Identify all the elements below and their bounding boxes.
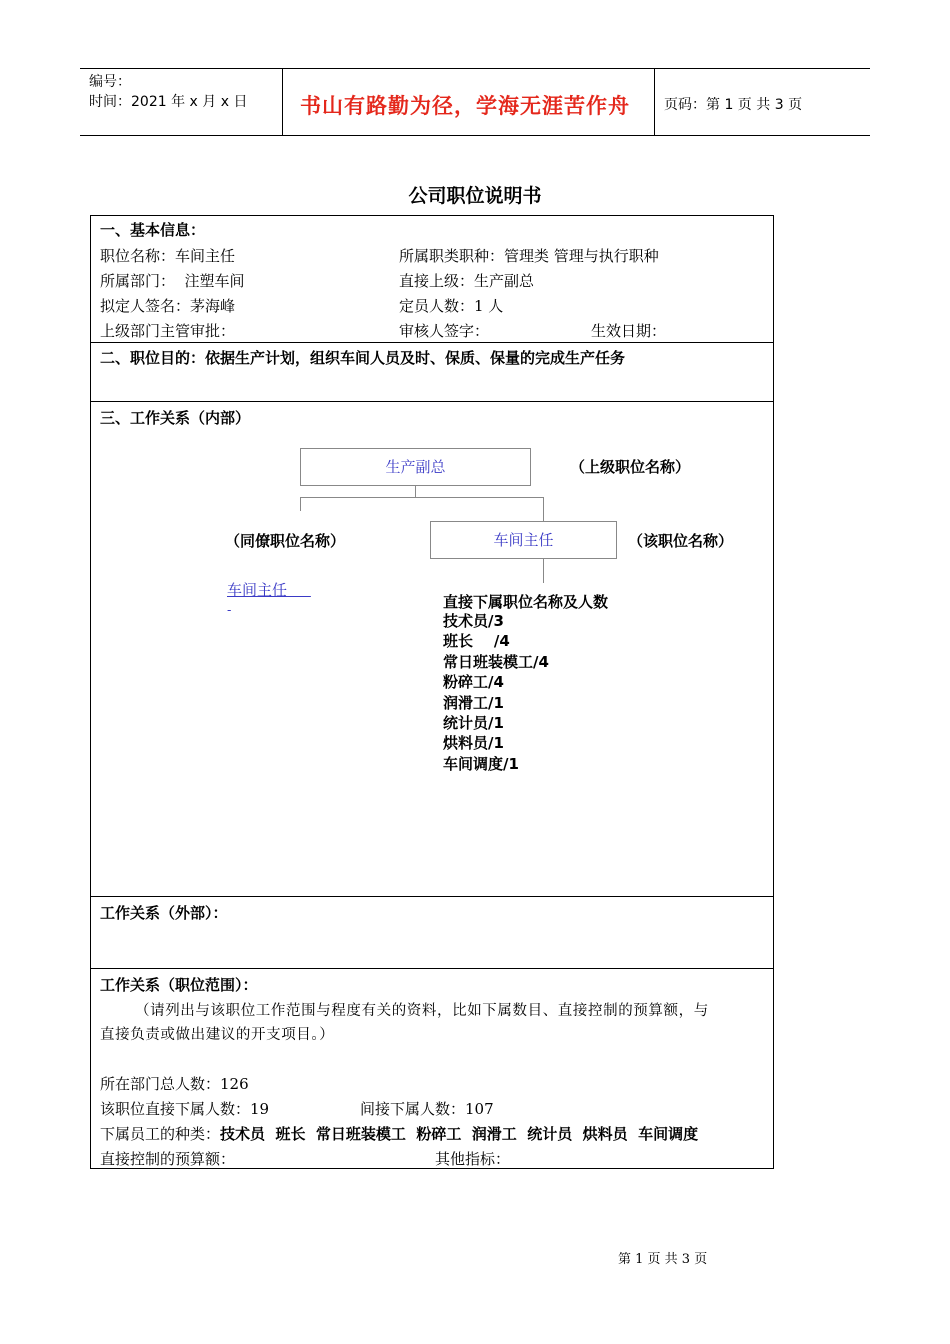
- superior-caption: （上级职位名称）: [570, 458, 691, 476]
- header-bottom-rule: [80, 135, 870, 136]
- page-title: 公司职位说明书: [408, 185, 542, 207]
- internal-relations-heading: 三、工作关系（内部）: [100, 409, 251, 427]
- subordinate-item: 班长 /4: [443, 632, 510, 651]
- direct-subordinate-count: 该职位直接下属人数：19: [100, 1100, 270, 1118]
- subordinate-item: 技术员/3: [443, 612, 504, 630]
- footer-page-number: 第 1 页 共 3 页: [618, 1252, 708, 1267]
- subordinate-types: [100, 1123, 698, 1144]
- external-relations-heading: 工作关系（外部）：: [100, 904, 228, 922]
- peer-caption: （同僚职位名称）: [225, 532, 346, 550]
- header-divider-right: [654, 68, 655, 136]
- reviewer-signature: 审核人签字：: [399, 322, 490, 340]
- position-name: 职位名称：车间主任: [100, 247, 236, 265]
- org-box-superior: 生产副总: [300, 448, 531, 486]
- row-divider-2: [90, 401, 774, 402]
- peer-position-label[interactable]: 车间主任: [227, 581, 288, 599]
- drafter-signature: 拟定人签名：茅海峰: [100, 297, 236, 315]
- peer-position-link[interactable]: [227, 579, 311, 600]
- subordinates-list: [443, 611, 549, 774]
- header-page-label: 页码：第 1 页 共 3 页: [664, 97, 803, 113]
- job-category: 所属职类职种：管理类 管理与执行职种: [399, 247, 659, 265]
- department: 所属部门： 注塑车间: [100, 272, 245, 290]
- row-divider-4: [90, 968, 774, 969]
- peer-link-underline: [287, 581, 311, 599]
- effective-date: 生效日期：: [591, 322, 667, 340]
- subordinate-item: 常日班装模工/4: [443, 652, 549, 671]
- other-indicators: 其他指标：: [435, 1150, 511, 1168]
- department-total: 所在部门总人数：126: [100, 1075, 249, 1093]
- subordinate-item: 粉碎工/4: [443, 673, 504, 692]
- org-connector-subordinates: [543, 559, 544, 583]
- org-connector-peer: [300, 497, 301, 511]
- direct-superior: 直接上级：生产副总: [399, 272, 535, 290]
- header-divider-left: [282, 68, 283, 136]
- subordinate-types-label: 下属员工的种类：: [100, 1125, 221, 1143]
- scope-heading: 工作关系（职位范围）：: [100, 976, 258, 994]
- self-caption: （该职位名称）: [628, 532, 734, 550]
- job-purpose: 二、职位目的：依据生产计划，组织车间人员及时、保质、保量的完成生产任务: [100, 349, 626, 367]
- row-divider-3: [90, 896, 774, 897]
- supervisor-approval: 上级部门主管审批：: [100, 322, 236, 340]
- scope-note-line-1: （请列出与该职位工作范围与程度有关的资料，比如下属数目、直接控制的预算额，与: [135, 1003, 709, 1019]
- subordinate-item: 统计员/1: [443, 714, 504, 733]
- org-box-self: 车间主任: [430, 521, 617, 559]
- peer-dash: -: [227, 603, 232, 618]
- header-motto: 书山有路勤为径，学海无涯苦作舟: [300, 94, 630, 118]
- subordinate-item: 车间调度/1: [443, 754, 519, 773]
- subordinate-types-value: 技术员 班长 常日班装模工 粉碎工 润滑工 统计员 烘料员 车间调度: [220, 1125, 699, 1143]
- header-time-label: 时间：2021 年 x 月 x 日: [89, 94, 248, 110]
- budget-control: 直接控制的预算额：: [100, 1150, 236, 1168]
- header-number-label: 编号：: [89, 74, 131, 90]
- header-top-rule: [80, 68, 870, 69]
- subordinates-heading: 直接下属职位名称及人数: [443, 593, 609, 611]
- basic-info-heading: 一、基本信息：: [100, 221, 206, 239]
- subordinate-item: 润滑工/1: [443, 693, 504, 712]
- indirect-subordinate-count: 间接下属人数：107: [360, 1100, 494, 1118]
- headcount: 定员人数：1 人: [399, 297, 504, 315]
- org-connector-horizontal: [300, 497, 544, 498]
- scope-note-line-2: 直接负责或做出建议的开支项目。）: [100, 1027, 335, 1043]
- subordinate-item: 烘料员/1: [443, 734, 504, 753]
- row-divider-1: [90, 342, 774, 343]
- org-connector-self: [543, 497, 544, 521]
